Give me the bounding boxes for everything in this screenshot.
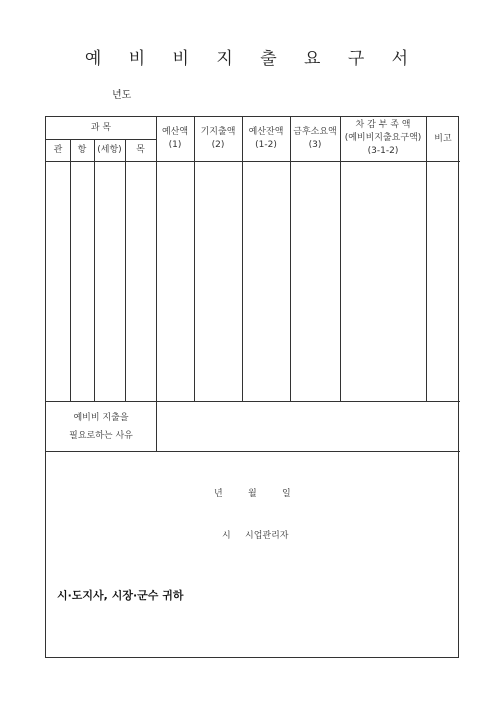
already-spent-header [194, 126, 242, 152]
budget-amount-label: 예산액 [161, 127, 189, 137]
cell-remarks[interactable] [427, 162, 459, 401]
cell-mok[interactable] [126, 162, 156, 401]
subject-sub-header: 항 [77, 145, 87, 155]
table-bottom-line [46, 401, 460, 402]
cell-budget-amount[interactable] [157, 162, 194, 401]
reason-bottom-line [46, 451, 460, 452]
future-required-header [290, 126, 340, 152]
reason-label-line1: 예비비 지출을 [73, 413, 129, 423]
future-required-label: 금후소요액 [293, 127, 337, 137]
already-spent-code: (2) [211, 140, 225, 150]
subject-header: 과 목 [90, 123, 112, 133]
reason-text-field[interactable] [157, 403, 459, 451]
subject-sub-header: 목 [136, 145, 145, 155]
budget-amount-header [156, 126, 194, 152]
date-year: 년 [214, 489, 223, 499]
addressee: 시·도지사, 시장·군수 귀하 [57, 589, 184, 602]
cell-shortfall[interactable] [341, 162, 426, 401]
budget-amount-code: (1) [168, 140, 182, 150]
budget-balance-code: (1-2) [255, 140, 277, 150]
date-day: 일 [282, 489, 291, 499]
document-title: 예 비 비 지 출 요 구 서 [84, 49, 420, 69]
year-label: 년도 [112, 90, 132, 101]
shortfall-header [340, 119, 426, 158]
cell-gwan[interactable] [47, 162, 70, 401]
shortfall-label: 차 감 부 족 액 [355, 120, 411, 130]
reason-label-line2: 필요로하는 사유 [69, 431, 133, 441]
subject-sub-header: (세항) [97, 145, 122, 155]
cell-sehang[interactable] [95, 162, 125, 401]
cell-hang[interactable] [71, 162, 94, 401]
cell-future-required[interactable] [291, 162, 340, 401]
future-required-code: (3) [308, 140, 322, 150]
subject-sub-header: 관 [53, 145, 63, 155]
remarks-header: 비고 [434, 134, 452, 144]
reason-label [46, 409, 156, 445]
shortfall-code: (3-1-2) [367, 146, 399, 156]
already-spent-label: 기지출액 [200, 127, 236, 137]
budget-balance-label: 예산잔액 [248, 127, 284, 137]
subject-divider-line [46, 139, 156, 140]
date-month: 월 [248, 489, 257, 499]
budget-balance-header [242, 126, 290, 152]
shortfall-subtitle: (예비비지출요구액) [344, 133, 422, 143]
request-form [45, 116, 459, 658]
cell-budget-balance[interactable] [243, 162, 290, 401]
region-label: 시 [222, 531, 231, 541]
manager-title: 시업관리자 [245, 531, 289, 541]
cell-already-spent[interactable] [195, 162, 242, 401]
